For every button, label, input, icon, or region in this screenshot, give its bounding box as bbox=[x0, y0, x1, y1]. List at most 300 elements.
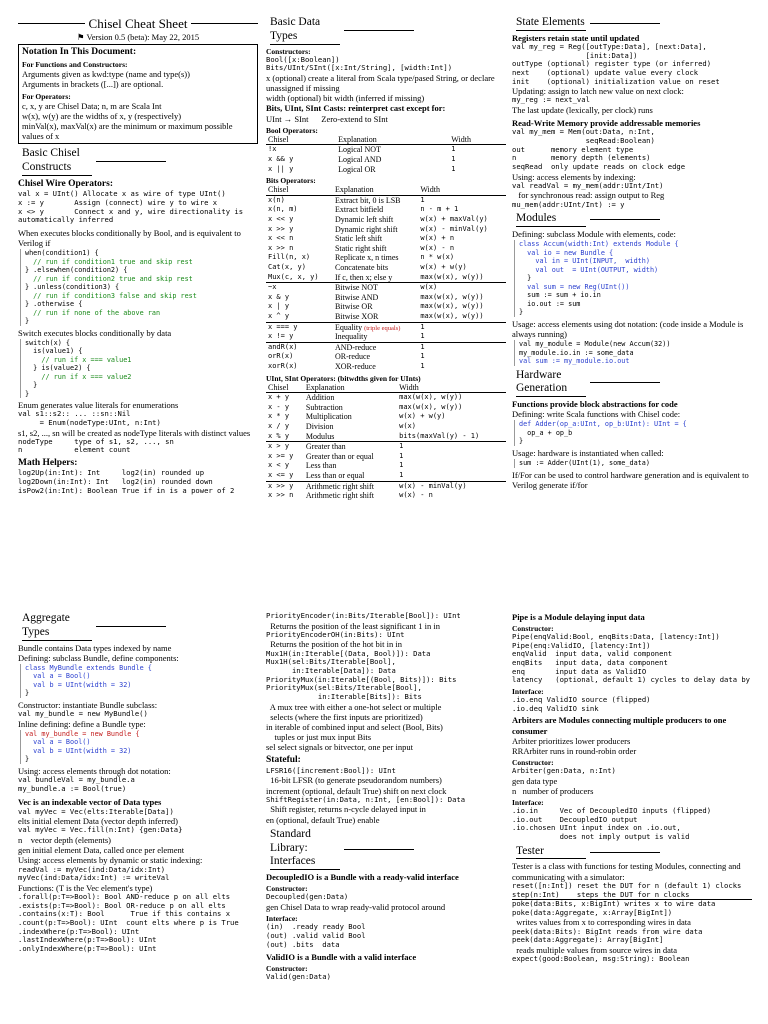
page-title bbox=[18, 16, 258, 32]
table-cell: x === y bbox=[268, 322, 298, 331]
text-line: RRArbiter runs in round-robin order bbox=[512, 745, 637, 756]
text-line: PriorityEncoderOH(in:Bits): UInt bbox=[266, 629, 405, 639]
text-line: switch(x) { bbox=[25, 338, 71, 347]
text-line: PriorityEncoder(in:Bits/Iterable[Bool]): UInt bbox=[266, 612, 461, 620]
text-line: } bbox=[25, 381, 38, 390]
table-cell: x && y bbox=[268, 155, 294, 163]
subheading: Chisel Wire Operators: bbox=[18, 178, 113, 189]
text-line: val s1::s2:: ... ::sn::Nil bbox=[18, 409, 131, 419]
table-row bbox=[266, 293, 506, 303]
text-line: Using: access elements by dynamic or static indexing: bbox=[18, 855, 203, 866]
table-cell: Mux(c, x, y) bbox=[268, 272, 319, 281]
column-2-bottom bbox=[266, 612, 506, 1024]
text-line: out memory element type bbox=[512, 144, 634, 154]
text-line: s1, s2, ..., sn will be created as nodeType literals with distinct values bbox=[18, 427, 251, 438]
table-cell: w(x) - minVal(y) bbox=[420, 224, 488, 233]
text-line: // run if condition2 true and skip rest bbox=[25, 274, 193, 283]
text-line: Constructor: bbox=[512, 624, 554, 634]
text-line: sel select signals or bitvector, one per input bbox=[266, 742, 413, 753]
uint-operators-table bbox=[266, 383, 506, 501]
table-row bbox=[266, 215, 506, 225]
code-block bbox=[20, 664, 258, 698]
table-cell: OR-reduce bbox=[334, 352, 371, 362]
table-cell: x(n) bbox=[268, 195, 285, 204]
text-line: UInt → SInt Zero-extend to SInt bbox=[266, 113, 388, 124]
table-cell: x < y bbox=[268, 461, 290, 470]
heading-rule bbox=[590, 219, 660, 220]
text-line: // run if condition3 false and skip rest bbox=[25, 291, 197, 300]
subheading: Constructors: bbox=[266, 46, 311, 56]
text-line: en (optional, default True) enable bbox=[266, 814, 380, 825]
text-line: .contains(x:T): Bool True if this contains x bbox=[18, 909, 231, 919]
text-line: Registers retain state until updated bbox=[512, 32, 640, 43]
table-cell: x >> n bbox=[268, 243, 294, 252]
table-row bbox=[266, 195, 506, 205]
text-line: // run if none of the above ran bbox=[25, 308, 161, 317]
text-line: io.out := sum bbox=[519, 299, 581, 308]
text-line: Interface: bbox=[512, 798, 544, 808]
table-cell: x > y bbox=[268, 442, 290, 451]
text-line: Bool([x:Boolean]) bbox=[266, 54, 340, 64]
text-line: val sum = new Reg(UInt()) bbox=[519, 282, 630, 291]
text-line: Shift register, returns n-cycle delayed input in bbox=[266, 804, 426, 815]
table-cell: Arithmetic right shift bbox=[305, 491, 374, 501]
text-line: reset([n:Int]) reset the DUT for n (default 1) clocks bbox=[512, 880, 742, 890]
table-row bbox=[266, 403, 506, 413]
table-cell: w(x) + maxVal(y) bbox=[420, 214, 488, 223]
table-cell: max(w(x), w(y)) bbox=[420, 302, 484, 311]
text-line: log2Up(in:Int): Int log2(in) rounded up bbox=[18, 468, 205, 478]
table-cell: 1 bbox=[420, 195, 425, 204]
table-cell: x << y bbox=[268, 214, 294, 223]
text-line: n element count bbox=[18, 445, 131, 455]
table-row bbox=[266, 471, 506, 481]
code-block bbox=[514, 240, 752, 316]
text-line: Width bbox=[420, 185, 441, 195]
text-line: Read-Write Memory provide addressable memories bbox=[512, 118, 701, 129]
column-1-bottom bbox=[18, 612, 258, 1024]
table-cell: Bitwise OR bbox=[334, 302, 373, 312]
text-line: } .unless(condition3) { bbox=[25, 283, 120, 292]
table-cell: ~x bbox=[268, 283, 277, 292]
table-cell: x + y bbox=[268, 393, 290, 402]
text-line: poke(data:Bits, x:BigInt) writes x to wire data bbox=[512, 899, 752, 909]
text-line: Width bbox=[399, 382, 419, 392]
table-cell: 1 bbox=[451, 145, 456, 154]
column-3-bottom bbox=[512, 612, 752, 1024]
text-line: seqRead only update reads on clock edge bbox=[512, 162, 686, 171]
table-cell: x - y bbox=[268, 402, 290, 411]
table-cell: Less than bbox=[305, 461, 337, 471]
table-cell: 1 bbox=[420, 342, 425, 351]
table-row bbox=[266, 155, 506, 165]
text-line: Explanation bbox=[305, 382, 345, 392]
text-line: val myVec = Vec(elts:Iterable[Data]) bbox=[18, 806, 174, 816]
code-block bbox=[514, 340, 752, 365]
subheading: Constructor: bbox=[266, 964, 308, 974]
text-line: my_reg := next_val bbox=[512, 95, 590, 105]
text-line: (in) .ready ready Bool bbox=[266, 922, 366, 932]
text-line: enq input data as ValidIO bbox=[512, 666, 647, 676]
text-line: class Accum(width:Int) extends Module { bbox=[519, 240, 679, 249]
table-cell: Arithmetic right shift bbox=[305, 481, 374, 491]
text-line: } .otherwise { bbox=[25, 300, 83, 309]
priority-block bbox=[266, 612, 506, 752]
text-line: val my_bundle = new MyBundle() bbox=[18, 709, 148, 719]
text-line: Constructor: instantiate Bundle subclass: bbox=[18, 699, 158, 710]
section-heading bbox=[512, 212, 752, 227]
table-cell: 1 bbox=[420, 352, 425, 361]
table-cell: 1 bbox=[399, 442, 404, 451]
text-line: val myVec = Vec.fill(n:Int) {gen:Data} bbox=[18, 825, 183, 835]
heading-rule bbox=[590, 852, 660, 853]
text-line: Mux1H(in:Iterable[(Data, Bool)]): Data bbox=[266, 648, 431, 658]
table-cell: x >> y bbox=[268, 481, 294, 490]
table-cell: x >= y bbox=[268, 451, 294, 460]
vec-block bbox=[18, 797, 258, 953]
text-line: Bundle contains Data types indexed by name bbox=[18, 642, 172, 653]
text-line: Defining: write Scala functions with Chisel code: bbox=[512, 409, 681, 420]
table-row bbox=[266, 263, 506, 273]
table-row bbox=[266, 461, 506, 471]
text-line: } bbox=[25, 317, 30, 326]
table-cell: x * y bbox=[268, 412, 290, 421]
section-title: Tester bbox=[516, 845, 586, 860]
table-cell: x % y bbox=[268, 431, 290, 440]
text-line: for synchronous read: assign output to Reg bbox=[512, 190, 665, 201]
table-row bbox=[266, 393, 506, 403]
section-heading bbox=[512, 16, 752, 31]
code-block bbox=[20, 730, 258, 764]
text-line: } bbox=[25, 689, 30, 698]
table-cell: Addition bbox=[305, 393, 335, 403]
table-cell: x(n, m) bbox=[268, 205, 298, 214]
text-line: poke(data:Aggregate, x:Array[BigInt]) bbox=[512, 907, 673, 917]
section-title: State Elements bbox=[516, 16, 586, 31]
text-line: x := y Assign (connect) wire y to wire x bbox=[18, 197, 218, 207]
text-line: Pipe is a Module delaying input data bbox=[512, 612, 645, 622]
text-line: n vector depth (elements) bbox=[18, 834, 111, 845]
table-cell: w(x) bbox=[399, 422, 416, 431]
text-line: my_bundle.a := Bool(true) bbox=[18, 783, 127, 793]
column-2-top bbox=[266, 16, 506, 584]
arbiter-block bbox=[512, 715, 752, 841]
text-line: // run if x === value2 bbox=[25, 372, 132, 381]
text-line: val a = Bool() bbox=[25, 672, 91, 681]
text-line: val my_reg = Reg([outType:Data], [next:Data], bbox=[512, 42, 707, 52]
table-cell: w(x) + w(y) bbox=[399, 412, 446, 421]
table-cell: Concatenate bits bbox=[334, 262, 389, 272]
text-line: Usage: access elements using dot notation: (code inside a Module is always running) bbox=[512, 318, 744, 339]
table-cell: w(x) bbox=[420, 283, 438, 292]
text-line: (out) .valid valid Bool bbox=[266, 930, 366, 940]
text-line: seqRead:Boolean) bbox=[512, 136, 655, 146]
text-line: .count(p:T=>Bool): UInt count elts where p is True bbox=[18, 917, 239, 927]
code-block bbox=[514, 420, 752, 445]
table-cell: Division bbox=[305, 422, 334, 432]
text-line: } bbox=[519, 437, 524, 446]
text-line: n number of producers bbox=[512, 785, 594, 796]
subheading: Interface: bbox=[266, 914, 298, 924]
table-cell: x & y bbox=[268, 292, 290, 301]
table-cell: max(w(x), w(y)) bbox=[420, 311, 484, 320]
notation-title: Notation In This Document: bbox=[22, 46, 137, 57]
table-cell: Extract bitfield bbox=[334, 205, 384, 215]
text-line: Arbiters are Modules connecting multiple producers to one consumer bbox=[512, 715, 727, 736]
notation-line: For Functions and Constructors: bbox=[22, 60, 128, 70]
section-title: Standard Library: Interfaces bbox=[270, 828, 340, 870]
memory-block bbox=[512, 118, 752, 209]
table-cell: max(w(x), w(y)) bbox=[420, 272, 484, 281]
version-line bbox=[18, 32, 258, 42]
text-line: Inline defining: define a Bundle type: bbox=[18, 718, 146, 729]
heading-rule bbox=[590, 382, 660, 383]
text-line: Explanation bbox=[338, 134, 377, 144]
notation-line: w(x), w(y) are the widths of x, y (respectively) bbox=[22, 110, 182, 121]
text-line: elts initial element Data (vector depth inferred) bbox=[18, 816, 179, 827]
text-line: writes values from x to corresponding wires in data bbox=[512, 917, 691, 928]
text-line: Using: access elements by indexing: bbox=[512, 171, 636, 182]
text-line: val bundleVal = my_bundle.a bbox=[18, 775, 135, 785]
notation-box bbox=[18, 44, 258, 145]
text-line: Updating: assign to latch new value on next clock: bbox=[512, 86, 684, 97]
table-row bbox=[266, 244, 506, 254]
text-line: sum := Adder(UInt(1), some_data) bbox=[519, 459, 650, 468]
section-title: Aggregate Types bbox=[22, 612, 92, 641]
table-cell: 1 bbox=[451, 164, 456, 173]
text-line: Defining: subclass Module with elements, code: bbox=[512, 229, 676, 240]
text-line: Using: access elements through dot notation: bbox=[18, 765, 171, 776]
table-cell: orR(x) bbox=[268, 352, 294, 361]
text-line: 16-bit LFSR (to generate pseudorandom numbers) bbox=[266, 775, 442, 786]
table-cell: Cat(x, y) bbox=[268, 262, 306, 271]
notation-line: minVal(x), maxVal(x) are the minimum or maximum possible values of x bbox=[22, 120, 233, 142]
table-cell: x || y bbox=[268, 164, 294, 173]
text-line: Chisel Cheat Sheet bbox=[88, 16, 188, 31]
text-line: Decoupled(gen:Data) bbox=[266, 892, 349, 902]
table-cell: w(x) - n bbox=[399, 491, 433, 500]
text-line: peek(data:Aggregate): Array[BigInt] bbox=[512, 935, 664, 945]
text-line: Mux1H(sel:Bits/Iterable[Bool], bbox=[266, 657, 396, 667]
text-line: Chisel bbox=[268, 185, 289, 195]
text-line: my_module.io.in := some_data bbox=[519, 348, 634, 357]
license-icon: ⚑ bbox=[76, 31, 85, 42]
text-line: .io.in Vec of DecoupledIO inputs (flipped) bbox=[512, 806, 712, 816]
table-cell: Modulus bbox=[305, 431, 335, 441]
table-cell: x << n bbox=[268, 234, 294, 243]
table-row bbox=[266, 234, 506, 244]
text-line: Constructor: bbox=[512, 758, 554, 768]
table-cell: !x bbox=[268, 145, 277, 154]
text-line: peek(data:Bits): BigInt reads from wire data bbox=[512, 926, 703, 936]
section-title: Hardware Generation bbox=[516, 369, 586, 398]
heading-rule bbox=[96, 626, 166, 627]
text-line: ShiftRegister(in:Data, n:Int, [en:Bool]): Data bbox=[266, 794, 466, 804]
table-row bbox=[266, 283, 506, 293]
text-line: init (optional) initialization value on reset bbox=[512, 76, 720, 86]
section-title: Basic Chisel Constructs bbox=[22, 147, 92, 176]
text-line: val sum := my_module.io.out bbox=[519, 357, 630, 366]
table-cell: Inequality bbox=[334, 332, 368, 342]
subheading: Math Helpers: bbox=[18, 458, 78, 469]
table-row bbox=[266, 422, 506, 432]
text-line: Vec is an indexable vector of Data types bbox=[18, 797, 162, 808]
text-line: nodeType type of s1, s2, ..., sn bbox=[18, 436, 174, 446]
table-row bbox=[266, 491, 506, 501]
text-line: next (optional) update value every clock bbox=[512, 67, 699, 77]
table-cell: x ^ y bbox=[268, 311, 290, 320]
text-line: Explanation bbox=[334, 185, 374, 195]
text-line: val x = UInt() Allocate x as wire of type UInt() bbox=[18, 189, 226, 199]
text-line: Chisel bbox=[268, 382, 289, 392]
table-cell: 1 bbox=[420, 322, 425, 331]
text-line: Arbiter prioritizes lower producers bbox=[512, 735, 631, 746]
text-line: Returns the position of the hot bit in in bbox=[266, 639, 402, 650]
text-line: expect(good:Boolean, msg:String): Boolean bbox=[512, 954, 690, 964]
text-line: class MyBundle extends Bundle { bbox=[25, 663, 152, 672]
text-line: in iterable of combined input and select (Bool, Bits) bbox=[266, 721, 443, 732]
text-line: A mux tree with either a one-hot select or multiple bbox=[266, 701, 442, 712]
text-line: PriorityMux(sel:Bits/Iterable[Bool], bbox=[266, 683, 422, 693]
text-line: } bbox=[519, 274, 532, 283]
bits-operators-table bbox=[266, 185, 506, 371]
text-line: Tester is a class with functions for testing Modules, connecting and communicating with a simulator: bbox=[512, 861, 741, 882]
section-heading bbox=[266, 16, 506, 45]
table-row bbox=[266, 412, 506, 422]
text-line: When executes blocks conditionally by Bool, and is equivalent to Verilog if bbox=[18, 227, 241, 249]
text-line: tuples or just mux input Bits bbox=[266, 732, 372, 743]
text-line: Width bbox=[451, 134, 471, 144]
subheading: Bool Operators: bbox=[266, 125, 318, 135]
text-line: val a = Bool() bbox=[25, 738, 91, 747]
subheading: Stateful: bbox=[266, 755, 301, 766]
table-cell: Greater than or equal bbox=[305, 451, 374, 461]
text-line: .exists(p:T=>Bool): Bool OR-reduce p on all elts bbox=[18, 900, 226, 910]
text-line: is(value1) { bbox=[25, 347, 83, 356]
text-line: isPow2(in:Int): Boolean True if in is a power of 2 bbox=[18, 485, 235, 495]
text-line: width (optional) bit width (inferred if missing) bbox=[266, 93, 425, 104]
text-line: outType (optional) register type (or inferred) bbox=[512, 59, 712, 69]
table-row bbox=[266, 225, 506, 235]
heading-rule bbox=[344, 849, 414, 850]
text-line: // run if condition1 true and skip rest bbox=[25, 257, 193, 266]
text-line: ValidIO is a Bundle with a valid interface bbox=[266, 952, 417, 963]
table-cell: x / y bbox=[268, 422, 290, 431]
table-cell: AND-reduce bbox=[334, 342, 377, 352]
text-line: val b = UInt(width = 32) bbox=[25, 680, 132, 689]
text-line: .onlyIndexWhere(p:T=>Bool): UInt bbox=[18, 943, 157, 953]
heading-rule bbox=[96, 161, 166, 162]
table-cell: x != y bbox=[268, 332, 294, 341]
code-block bbox=[514, 459, 752, 467]
text-line: x (optional) create a literal from Scala type/pased String, or declare unassigned if missing bbox=[266, 72, 495, 94]
text-line: Bits, UInt, SInt Casts: reinterpret cast except for: bbox=[266, 103, 446, 114]
text-line: val out = UInt(OUTPUT, width) bbox=[519, 265, 659, 274]
subheading: UInt, SInt Operators: (bitwdths given for UInts) bbox=[266, 373, 421, 383]
text-line: mu_mem(addr:UInt/Int) := y bbox=[512, 199, 625, 209]
text-line: in:Iterable[Data]): Data bbox=[266, 665, 396, 675]
bool-operators-table bbox=[266, 135, 506, 174]
text-line: in:Iterable[Bits]): Bits bbox=[266, 691, 422, 701]
heading-rule bbox=[344, 30, 414, 31]
code-block bbox=[20, 249, 258, 325]
table-cell: Subtraction bbox=[305, 402, 343, 412]
table-cell: max(w(x), w(y)) bbox=[420, 292, 484, 301]
table-cell: n * w(x) bbox=[420, 253, 455, 262]
text-line: PriorityMux(in:Iterable[(Bool, Bits)]): Bits bbox=[266, 674, 457, 684]
table-cell: max(w(x), w(y)) bbox=[399, 402, 463, 411]
text-line: gen initial element Data, called once per element bbox=[18, 845, 185, 856]
table-cell: Logical OR bbox=[338, 164, 376, 174]
text-line: .io.enq ValidIO source (flipped) bbox=[512, 695, 651, 705]
text-line: Bits/UInt/SInt([x:Int/String], [width:Int]) bbox=[266, 63, 453, 73]
table-cell: x >> n bbox=[268, 491, 294, 500]
text-line: val my_module = Module(new Accum(32)) bbox=[519, 340, 671, 349]
text-line: val b = UInt(width = 32) bbox=[25, 746, 132, 755]
table-row bbox=[266, 205, 506, 215]
text-line: reads multiple values from source wires in data bbox=[512, 944, 677, 955]
code-block bbox=[20, 339, 258, 398]
table-cell: x | y bbox=[268, 302, 290, 311]
table-cell: bits(maxVal(y) - 1) bbox=[399, 431, 480, 440]
text-line: val readVal = my_mem(addr:UInt/Int) bbox=[512, 180, 664, 190]
table-cell: Logical NOT bbox=[338, 145, 381, 155]
text-line: .indexWhere(p:T=>Bool): UInt bbox=[18, 926, 140, 936]
section-title: Basic Data Types bbox=[270, 16, 340, 45]
text-line: Version 0.5 (beta): May 22, 2015 bbox=[86, 31, 200, 42]
table-cell: Dynamic left shift bbox=[334, 214, 394, 224]
tester-block bbox=[512, 861, 752, 963]
text-line: (out) .bits data bbox=[266, 939, 340, 949]
text-line: } bbox=[519, 308, 524, 317]
table-cell: Bitwise AND bbox=[334, 292, 379, 302]
table-cell: xorR(x) bbox=[268, 362, 298, 371]
table-row bbox=[266, 342, 506, 352]
subheading: Bits Operators: bbox=[266, 176, 316, 186]
text-line: .io.deq ValidIO sink bbox=[512, 703, 599, 713]
heading-rule bbox=[590, 23, 660, 24]
table-cell: If c, then x; else y bbox=[334, 272, 393, 282]
table-cell: 1 bbox=[399, 451, 404, 460]
text-line: DecoupledIO is a Bundle with a ready-valid interface bbox=[266, 872, 459, 883]
table-row bbox=[266, 332, 506, 342]
text-line: gen Chisel Data to wrap ready-valid protocol around bbox=[266, 902, 446, 913]
text-line: Usage: hardware is instantiated when called: bbox=[512, 447, 664, 458]
text-line: Enum generates value literals for enumerations bbox=[18, 400, 179, 411]
text-line: Defining: subclass Bundle, define components: bbox=[18, 652, 179, 663]
registers-block bbox=[512, 33, 752, 115]
text-line: readVal := myVec(ind:Data/idx:Int) bbox=[18, 864, 166, 874]
text-line: val io = new Bundle { bbox=[519, 248, 614, 257]
text-line: log2Down(in:Int): Int log2(in) rounded down bbox=[18, 477, 213, 487]
notation-line: c, x, y are Chisel Data; n, m are Scala Int bbox=[22, 100, 162, 111]
table-cell: Equality (triple equals) bbox=[334, 322, 401, 332]
section-title: Modules bbox=[516, 212, 586, 227]
section-heading bbox=[512, 369, 752, 398]
text-line: val my_mem = Mem(out:Data, n:Int, bbox=[512, 127, 655, 137]
table-cell: w(x) + n bbox=[420, 234, 455, 243]
text-line: The last update (lexically, per clock) runs bbox=[512, 105, 653, 116]
text-line: .lastIndexWhere(p:T=>Bool): UInt bbox=[18, 935, 157, 945]
column-3-top bbox=[512, 16, 752, 584]
table-cell: Greater than bbox=[305, 442, 346, 452]
text-line: Pipe(enq:ValidIO, [latency:Int]) bbox=[512, 640, 651, 650]
text-line: } is(value2) { bbox=[25, 364, 91, 373]
table-cell: w(x) + w(y) bbox=[420, 262, 467, 271]
text-line: Chisel bbox=[268, 134, 289, 144]
text-line: .io.chosen UInt input index on .io.out, bbox=[512, 823, 681, 833]
text-line: increment (optional, default True) shift on next clock bbox=[266, 785, 447, 796]
